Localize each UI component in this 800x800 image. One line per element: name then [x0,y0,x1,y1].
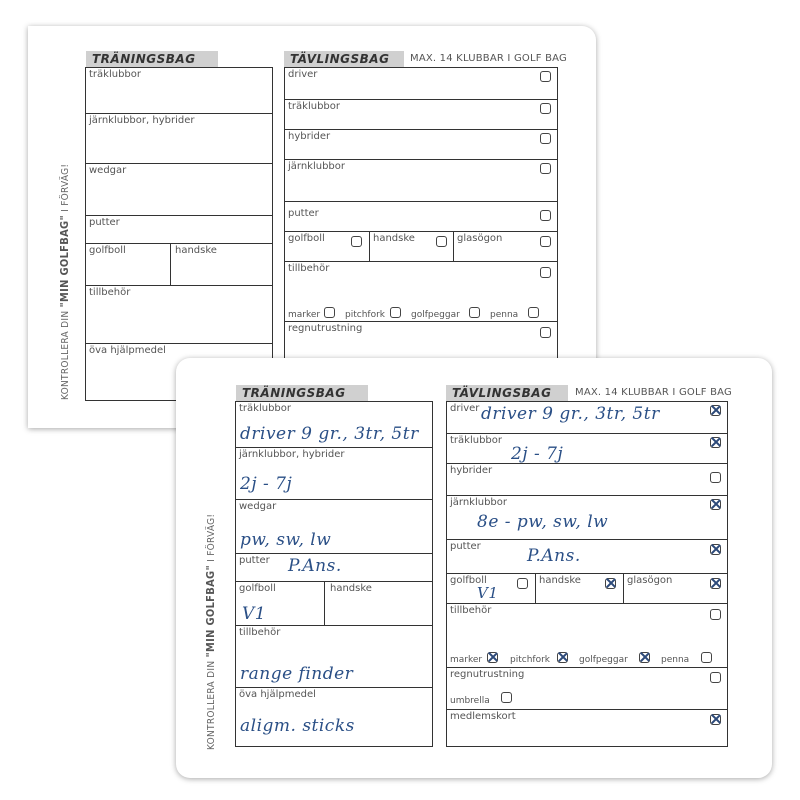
label-golfpeggar: golfpeggar [579,655,628,665]
glasogon-checkbox[interactable] [540,236,551,247]
golfpeggar-checkbox[interactable] [639,652,650,663]
label-golfpeggar: golfpeggar [411,310,460,320]
comp-row-traklubbor [285,100,557,130]
label-medlemskort: medlemskort [450,711,516,722]
penna-checkbox[interactable] [528,307,539,318]
label-umbrella: umbrella [450,696,490,706]
comp-row-tillbehor [285,262,557,322]
golfboll-checkbox[interactable] [351,236,362,247]
training-header: TRÄNINGSBAG [236,385,368,401]
label-jarnklubbor: järnklubbor, hybrider [239,449,345,460]
comp-row-tillbehor [447,604,727,668]
divider [623,574,624,603]
training-row-putter [236,554,432,582]
divider [170,244,171,285]
label-marker: marker [450,655,483,665]
handwriting-tillbehor: range finder [240,664,354,684]
training-row-jarnklubbor [236,448,432,500]
driver-checkbox[interactable] [710,405,721,416]
side-text: KONTROLLERA DIN "MIN GOLFBAG" I FÖRVÄG! [58,163,71,400]
comp-row-medlemskort [447,710,727,746]
training-row-tillbehor [236,626,432,688]
comp-row-jarnklubbor [285,160,557,202]
label-ova: öva hjälpmedel [239,689,316,700]
hybrider-checkbox[interactable] [540,133,551,144]
training-row-traklubbor [86,68,272,114]
label-penna: penna [490,310,519,320]
label-ova: öva hjälpmedel [89,345,166,356]
label-jarnklubbor: järnklubbor [288,161,346,172]
divider [324,582,325,625]
label-driver: driver [450,403,480,414]
penna-checkbox[interactable] [701,652,712,663]
training-row-putter [86,216,272,244]
handske-checkbox[interactable] [436,236,447,247]
label-driver: driver [288,69,318,80]
training-row-golfboll [236,582,432,626]
label-golfboll: golfboll [239,583,276,594]
jarnklubbor-checkbox[interactable] [710,499,721,510]
label-tillbehor: tillbehör [288,263,330,274]
comp-row-putter [285,202,557,232]
max-clubs-note: MAX. 14 KLUBBAR I GOLF BAG [575,387,732,398]
driver-checkbox[interactable] [540,71,551,82]
label-hybrider: hybrider [288,131,331,142]
traklubbor-checkbox[interactable] [540,103,551,114]
tillbehor-checkbox[interactable] [710,609,721,620]
label-jarnklubbor: järnklubbor, hybrider [89,115,195,126]
label-tillbehor: tillbehör [89,287,131,298]
side-text: KONTROLLERA DIN "MIN GOLFBAG" I FÖRVÄG! [204,513,217,750]
glasogon-checkbox[interactable] [710,578,721,589]
handwriting-ova: aligm. sticks [240,716,355,736]
label-pitchfork: pitchfork [345,310,385,320]
comp-row-golfboll [447,574,727,604]
training-form [235,401,433,747]
handwriting-wedgar: pw, sw, lw [240,530,332,550]
competition-header: TÄVLINGSBAG [284,51,404,67]
label-tillbehor: tillbehör [239,627,281,638]
comp-row-putter [447,540,727,574]
hybrider-checkbox[interactable] [710,472,721,483]
label-glasogon: glasögon [457,233,503,244]
tillbehor-checkbox[interactable] [540,267,551,278]
comp-row-driver [447,402,727,434]
handwriting-driver: driver 9 gr., 3tr, 5tr [481,404,660,424]
label-wedgar: wedgar [89,165,127,176]
pitchfork-checkbox[interactable] [390,307,401,318]
medlemskort-checkbox[interactable] [710,714,721,725]
label-handske: handske [330,583,372,594]
label-wedgar: wedgar [239,501,277,512]
competition-header: TÄVLINGSBAG [446,385,568,401]
comp-row-regnutrustning [447,668,727,710]
label-glasogon: glasögon [627,575,673,586]
label-golfboll: golfboll [288,233,325,244]
golfpeggar-checkbox[interactable] [469,307,480,318]
label-golfboll: golfboll [89,245,126,256]
handwriting-traklubbor: 2j - 7j [511,444,564,464]
divider [535,574,536,603]
comp-row-hybrider [285,130,557,160]
handwriting-traklubbor: driver 9 gr., 3tr, 5tr [240,424,419,444]
label-handske: handske [175,245,217,256]
jarnklubbor-checkbox[interactable] [540,163,551,174]
label-traklubbor: träklubbor [450,435,502,446]
comp-row-golfboll [285,232,557,262]
comp-row-hybrider [447,464,727,496]
putter-checkbox[interactable] [540,210,551,221]
regnutrustning-checkbox[interactable] [540,327,551,338]
label-handske: handske [539,575,581,586]
comp-row-jarnklubbor [447,496,727,540]
divider [453,232,454,261]
regnutrustning-checkbox[interactable] [710,672,721,683]
pitchfork-checkbox[interactable] [557,652,568,663]
label-golfboll: golfboll [450,575,487,586]
marker-checkbox[interactable] [487,652,498,663]
label-putter: putter [450,541,481,552]
comp-row-traklubbor [447,434,727,464]
umbrella-checkbox[interactable] [501,692,512,703]
training-header: TRÄNINGSBAG [86,51,218,67]
competition-form [446,401,728,747]
handwriting-jarnklubbor: 8e - pw, sw, lw [477,512,609,532]
label-putter: putter [239,555,270,566]
handwriting-putter: P.Ans. [527,546,581,566]
comp-row-driver [285,68,557,100]
label-jarnklubbor: järnklubbor [450,497,508,508]
divider [369,232,370,261]
label-handske: handske [373,233,415,244]
label-putter: putter [89,217,120,228]
handwriting-putter: P.Ans. [288,556,342,576]
label-tillbehor: tillbehör [450,605,492,616]
label-pitchfork: pitchfork [510,655,550,665]
training-row-jarnklubbor [86,114,272,164]
training-row-tillbehor [86,286,272,344]
traklubbor-checkbox[interactable] [710,437,721,448]
label-regnutrustning: regnutrustning [288,323,363,334]
label-penna: penna [661,655,690,665]
training-row-golfboll [86,244,272,286]
label-hybrider: hybrider [450,465,493,476]
label-regnutrustning: regnutrustning [450,669,525,680]
training-row-wedgar [236,500,432,554]
training-row-traklubbor [236,402,432,448]
label-traklubbor: träklubbor [239,403,291,414]
handwriting-jarnklubbor: 2j - 7j [240,474,293,494]
handwriting-golfboll: V1 [477,584,499,602]
handwriting-golfboll: V1 [242,604,267,624]
training-row-ova [236,688,432,746]
label-putter: putter [288,208,319,219]
max-clubs-note: MAX. 14 KLUBBAR I GOLF BAG [410,53,567,64]
handske-checkbox[interactable] [605,578,616,589]
training-row-wedgar [86,164,272,216]
label-traklubbor: träklubbor [89,69,141,80]
label-traklubbor: träklubbor [288,101,340,112]
marker-checkbox[interactable] [324,307,335,318]
putter-checkbox[interactable] [710,544,721,555]
golfboll-checkbox[interactable] [517,578,528,589]
training-form [85,67,273,401]
label-marker: marker [288,310,321,320]
front-card [176,358,772,778]
competition-form [284,67,558,401]
